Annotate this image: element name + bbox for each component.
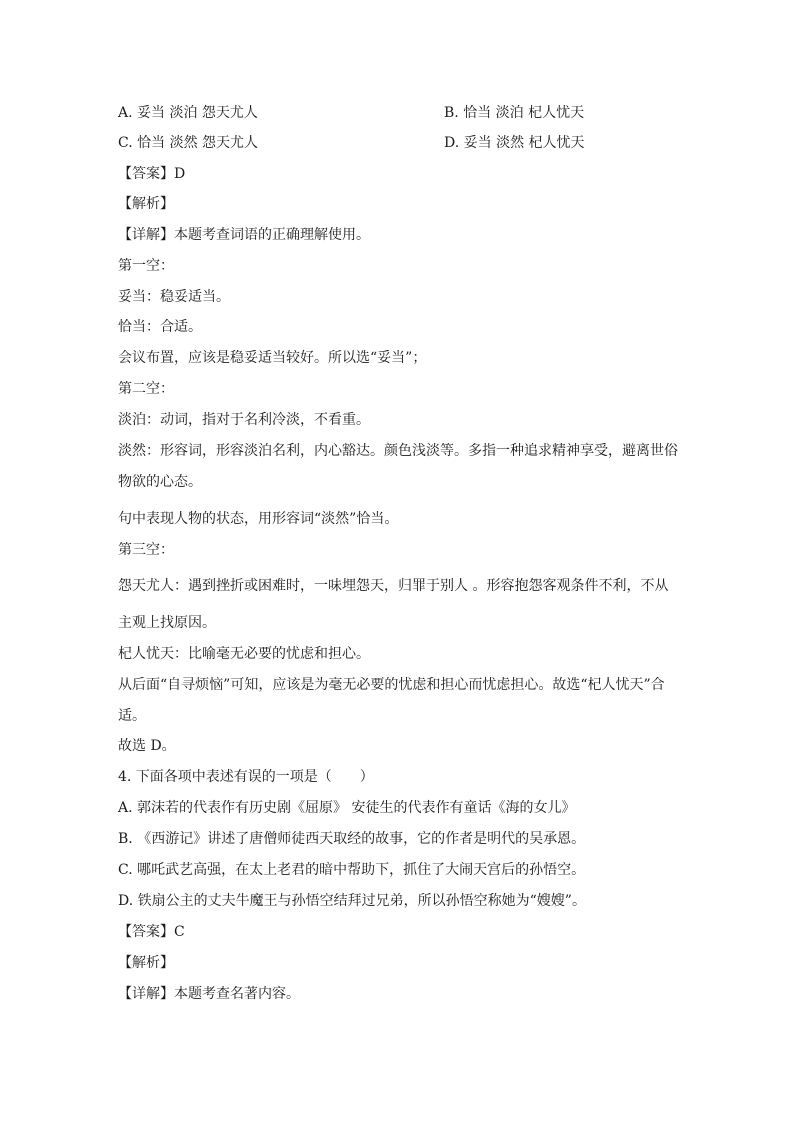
- q4-option-a: A. 郭沫若的代表作有历史剧《屈原》 安徒生的代表作有童话《海的女儿》: [118, 800, 576, 816]
- blank3-def-qiren: 杞人忧天：比喻毫无必要的忧虑和担心。: [118, 646, 370, 662]
- q4-option-c: C. 哪吒武艺高强，在太上老君的暗中帮助下，抓住了大闹天宫后的孙悟空。: [118, 862, 586, 878]
- blank3-def-yuantian: 怨天尤人：遇到挫折或困难时，一味埋怨天，归罪于别人 。形容抱怨客观条件不利，不从主观上找原因。: [118, 578, 669, 631]
- blank1-def-tuodang: 妥当：稳妥适当。: [118, 289, 230, 305]
- q4-answer: 【答案】C: [118, 924, 185, 940]
- q4-option-d: D. 铁扇公主的丈夫牛魔王与孙悟空结拜过兄弟，所以孙悟空称她为“嫂嫂”。: [118, 893, 586, 909]
- q3-option-d: D. 妥当 淡然 杞人忧天: [444, 135, 585, 151]
- q4-stem: 4. 下面各项中表述有误的一项是（ ）: [118, 769, 374, 785]
- q3-detail: 【详解】本题考查词语的正确理解使用。: [118, 227, 370, 243]
- blank2-heading: 第二空：: [118, 381, 174, 397]
- blank2-def-danbo: 淡泊：动词，指对于名利冷淡，不看重。: [118, 412, 370, 428]
- blank2-conclusion: 句中表现人物的状态，用形容词“淡然”恰当。: [118, 511, 399, 527]
- blank1-conclusion: 会议布置，应该是稳妥适当较好。所以选“妥当”；: [118, 350, 427, 366]
- q4-option-b: B. 《西游记》讲述了唐僧师徒西天取经的故事，它的作者是明代的吴承恩。: [118, 831, 586, 847]
- q3-analysis-heading: 【解析】: [118, 196, 174, 212]
- q3-final-choice: 故选 D。: [118, 738, 176, 754]
- q4-detail: 【详解】本题考查名著内容。: [118, 986, 300, 1002]
- blank1-def-qiadang: 恰当：合适。: [118, 319, 202, 335]
- q3-option-a: A. 妥当 淡泊 怨天尤人: [118, 105, 258, 121]
- blank1-heading: 第一空：: [118, 258, 174, 274]
- blank3-heading: 第三空：: [118, 542, 174, 558]
- blank2-def-danran: 淡然：形容词，形容淡泊名利，内心豁达。颜色浅淡等。多指一种追求精神享受，避离世俗物欲的心态。: [118, 443, 678, 490]
- q3-option-c: C. 恰当 淡然 怨天尤人: [118, 135, 259, 151]
- blank3-conclusion: 从后面“自寻烦恼”可知，应该是为毫无必要的忧虑和担心而忧虑担心。故选“杞人忧天”合适。: [118, 677, 665, 724]
- q4-analysis-heading: 【解析】: [118, 955, 174, 971]
- q3-answer: 【答案】D: [118, 166, 186, 182]
- q3-option-b: B. 恰当 淡泊 杞人忧天: [444, 105, 585, 121]
